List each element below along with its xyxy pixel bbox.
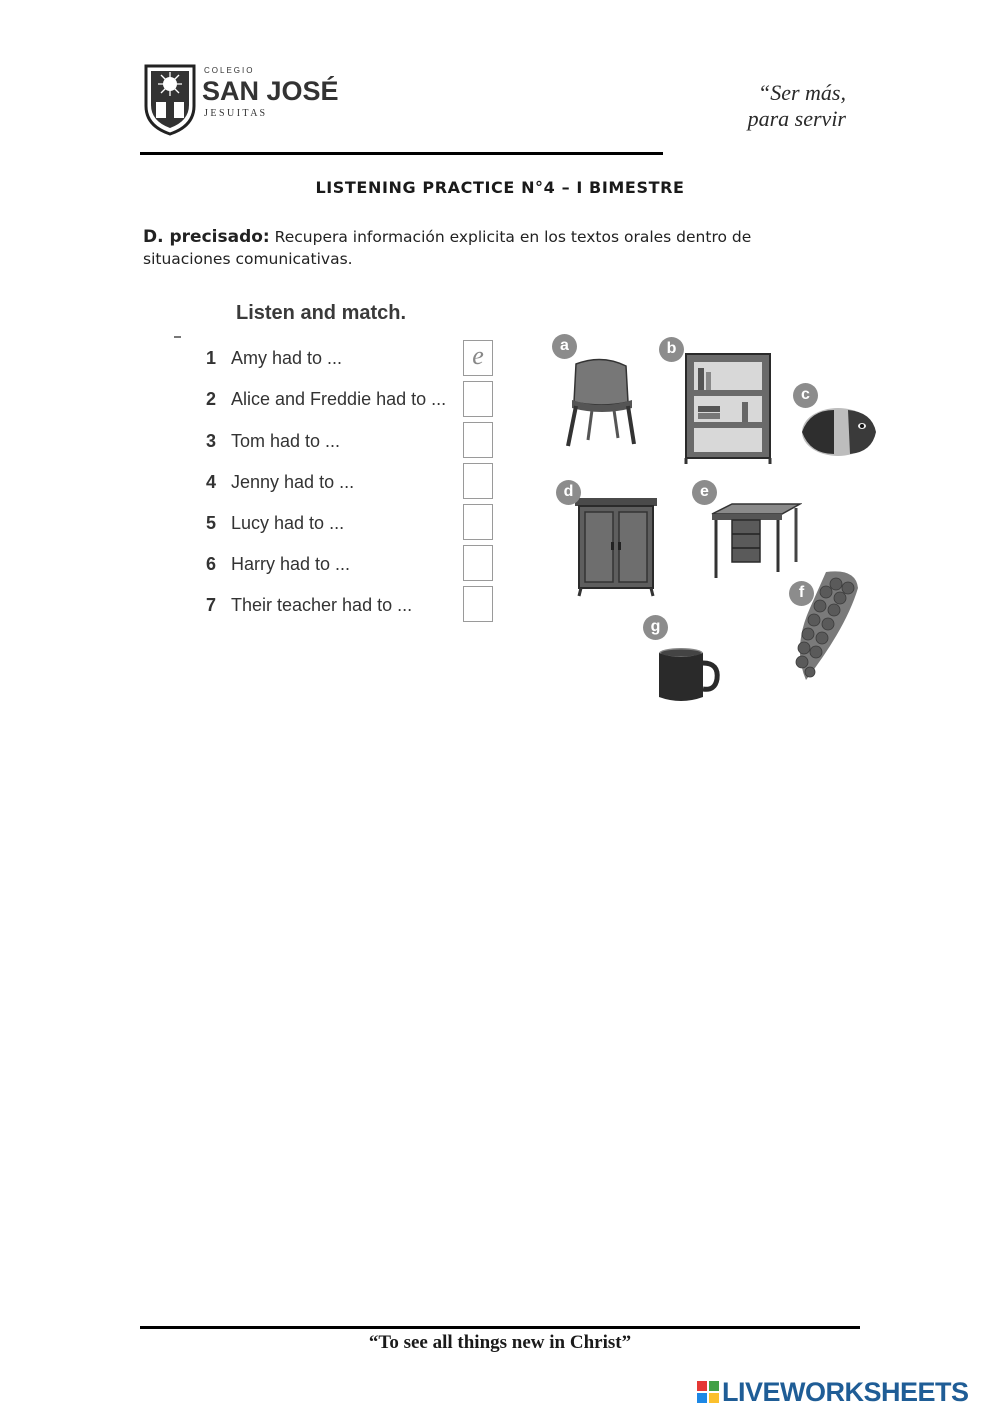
logo-small-text: COLEGIO <box>204 66 255 75</box>
guinea-pig-picture <box>800 400 880 460</box>
item-number: 6 <box>206 554 217 574</box>
item-text: Harry had to ... <box>231 554 351 574</box>
exercise-title: Listen and match. <box>236 302 407 324</box>
motto-line-2: para servir <box>747 106 846 131</box>
item-text: Alice and Freddie had to ... <box>231 389 447 409</box>
answer-box-3[interactable] <box>463 422 493 458</box>
answer-box-7[interactable] <box>463 586 493 622</box>
motto-line-1: “Ser más, <box>757 80 846 105</box>
liveworksheets-logo-icon <box>697 1381 719 1403</box>
answer-box-5[interactable] <box>463 504 493 540</box>
picture-label-e: e <box>692 480 717 505</box>
chair-picture <box>562 350 642 450</box>
decorative-dash <box>174 336 181 338</box>
description-label: D. precisado: <box>143 227 270 247</box>
item-number: 5 <box>206 513 217 533</box>
logo-sub: J E S U I T A S <box>204 108 266 119</box>
picture-label-f: f <box>789 581 814 606</box>
mug-picture <box>655 645 721 705</box>
picture-label-c: c <box>793 383 818 408</box>
bookcase-picture <box>682 350 774 466</box>
item-text: Amy had to ... <box>231 348 343 368</box>
answer-box-4[interactable] <box>463 463 493 499</box>
picture-label-a: a <box>552 334 577 359</box>
item-text: Their teacher had to ... <box>231 595 413 615</box>
cupboard-picture <box>573 496 659 598</box>
item-number: 2 <box>206 389 217 409</box>
footer-quote: “To see all things new in Christ” <box>368 1332 632 1353</box>
header-divider <box>140 152 663 155</box>
description-text: Recupera información explicita en los textos orales dentro de situaciones comunicativas. <box>143 228 752 268</box>
item-number: 1 <box>206 348 217 368</box>
item-text: Jenny had to ... <box>231 472 355 492</box>
picture-label-g: g <box>643 615 668 640</box>
page-title: LISTENING PRACTICE N°4 – I BIMESTRE <box>315 178 685 197</box>
item-number: 3 <box>206 431 217 451</box>
school-logo <box>140 58 350 138</box>
description <box>143 226 843 270</box>
picture-label-d: d <box>556 480 581 505</box>
item-text: Tom had to ... <box>231 431 341 451</box>
item-text: Lucy had to ... <box>231 513 345 533</box>
answer-box-2[interactable] <box>463 381 493 417</box>
liveworksheets-watermark: LIVEWORKSHEETS <box>722 1377 969 1407</box>
logo-name: SAN JOSÉ <box>202 76 339 106</box>
item-number: 7 <box>206 595 217 615</box>
answer-box-1[interactable]: e <box>463 340 493 376</box>
picture-label-b: b <box>659 337 684 362</box>
answer-box-6[interactable] <box>463 545 493 581</box>
item-number: 4 <box>206 472 217 492</box>
footer-divider <box>140 1326 860 1329</box>
